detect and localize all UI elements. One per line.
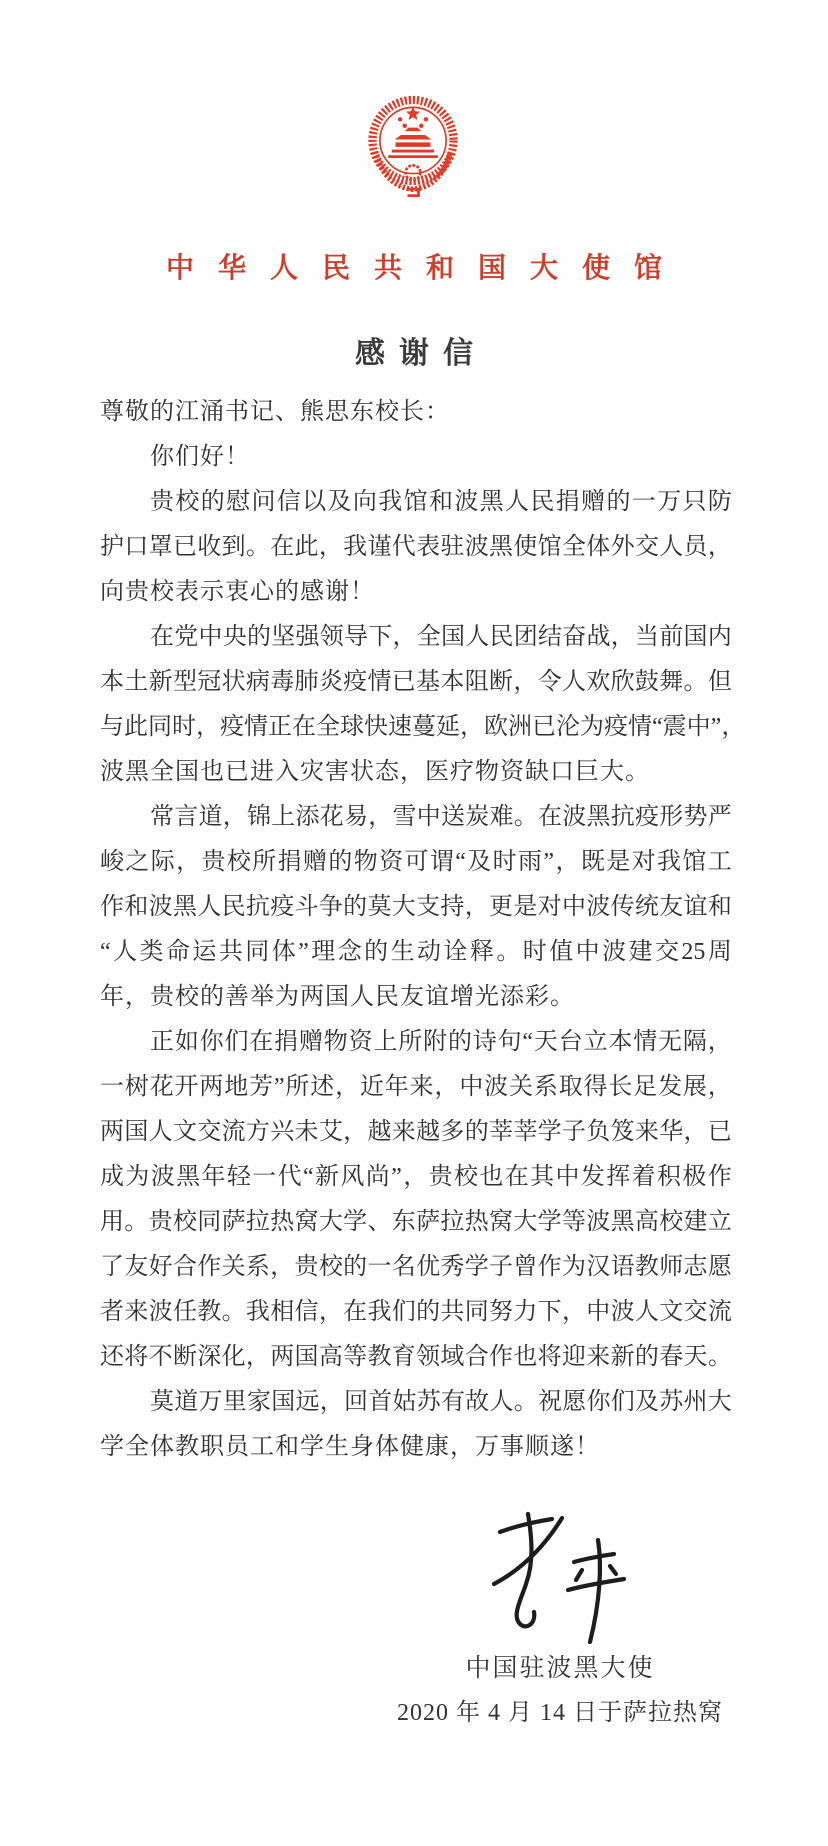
letter-line: 常 言 道 ， 锦 上 添 花 易 ， 雪 中 送 炭 难 。 在 波 黑 抗 疫 形 势 严 bbox=[150, 804, 732, 830]
letter-line: 护 口 罩 已 收 到 。 在 此 ， 我 谨 代 表 驻 波 黑 使 馆 全 体 外 交 人 员 ， bbox=[100, 534, 732, 560]
letter-line: 用 。 贵 校 同 萨 拉 热 窝 大 学 、 东 萨 拉 热 窝 大 学 等 波 黑 高 校 建 立 bbox=[100, 1209, 732, 1235]
date-line: 2020 年 4 月 14 日于萨拉热窝 bbox=[397, 1700, 723, 1726]
letter-line: 向贵校表示衷心的感谢！ bbox=[100, 579, 375, 605]
letter-line: 尊敬的江涌书记、熊思东校长： bbox=[100, 399, 450, 425]
letter-line: 两 国 人 文 交 流 方 兴 未 艾 ， 越 来 越 多 的 莘 莘 学 子 负 笈 来 华 ， 已 bbox=[100, 1119, 732, 1145]
letter-title: 感谢信 bbox=[355, 337, 487, 370]
ambassador-signature bbox=[476, 1510, 636, 1650]
embassy-title: 中华人民共和国大使馆 bbox=[165, 253, 686, 284]
letter-line: 学全体教职员工和学生身体健康，万事顺遂！ bbox=[100, 1434, 600, 1460]
letter-line: 峻 之 际 ， 贵 校 所 捐 赠 的 物 资 可 谓 “ 及 时 雨 ” ， 既 是 对 我 馆 工 bbox=[100, 849, 732, 875]
letter-line: “ 人 类 命 运 共 同 体 ” 理 念 的 生 动 诠 释 。 时 值 中 波 建 交 25 周 bbox=[100, 939, 732, 965]
letter-line: 在 党 中 央 的 坚 强 领 导 下 ， 全 国 人 民 团 结 奋 战 ， 当 前 国 内 bbox=[150, 624, 732, 650]
letter-line: 了 友 好 合 作 关 系 ， 贵 校 的 一 名 优 秀 学 子 曾 作 为 汉 语 教 师 志 愿 bbox=[100, 1254, 732, 1280]
letter-line: 还 将 不 断 深 化 ， 两 国 高 等 教 育 领 域 合 作 也 将 迎 来 新 的 春 天 。 bbox=[100, 1344, 732, 1370]
letter-line: 本 土 新 型 冠 状 病 毒 肺 炎 疫 情 已 基 本 阻 断 ， 令 人 欢 欣 鼓 舞 。 但 bbox=[100, 669, 732, 695]
letter-line: 莫 道 万 里 家 国 远 ， 回 首 姑 苏 有 故 人 。 祝 愿 你 们 及 苏 州 大 bbox=[150, 1389, 732, 1415]
letter-line: 贵 校 的 慰 问 信 以 及 向 我 馆 和 波 黑 人 民 捐 赠 的 一 万 只 防 bbox=[150, 489, 732, 515]
letter-line: 作 和 波 黑 人 民 抗 疫 斗 争 的 莫 大 支 持 ， 更 是 对 中 波 传 统 友 谊 和 bbox=[100, 894, 732, 920]
letter-line: 者 来 波 任 教 。 我 相 信 ， 在 我 们 的 共 同 努 力 下 ， 中 波 人 文 交 流 bbox=[100, 1299, 732, 1325]
letter-line: 与 此 同 时 ， 疫 情 正 在 全 球 快 速 蔓 延 ， 欧 洲 已 沦 为 疫 情 “ 震 中 ” ， bbox=[100, 714, 746, 740]
letter-line: 你们好！ bbox=[150, 444, 250, 470]
china-national-emblem-icon bbox=[367, 94, 459, 198]
letter-line: 一 树 花 开 两 地 芳 ” 所 述 ， 近 年 来 ， 中 波 关 系 取 得 长 足 发 展 ， bbox=[100, 1074, 732, 1100]
letter-line: 波黑全国也已进入灾害状态，医疗物资缺口巨大。 bbox=[100, 759, 650, 785]
letter-body bbox=[100, 390, 746, 1470]
letter-line: 年，贵校的善举为两国人民友谊增光添彩。 bbox=[100, 984, 575, 1010]
letter-line: 成 为 波 黑 年 轻 一 代 “ 新 风 尚 ” ， 贵 校 也 在 其 中 发 挥 着 积 极 作 bbox=[100, 1164, 732, 1190]
signer-title: 中国驻波黑大使 bbox=[465, 1655, 655, 1682]
letter-line: 正 如 你 们 在 捐 赠 物 资 上 所 附 的 诗 句 “ 天 台 立 本 情 无 隔 ， bbox=[150, 1029, 732, 1055]
